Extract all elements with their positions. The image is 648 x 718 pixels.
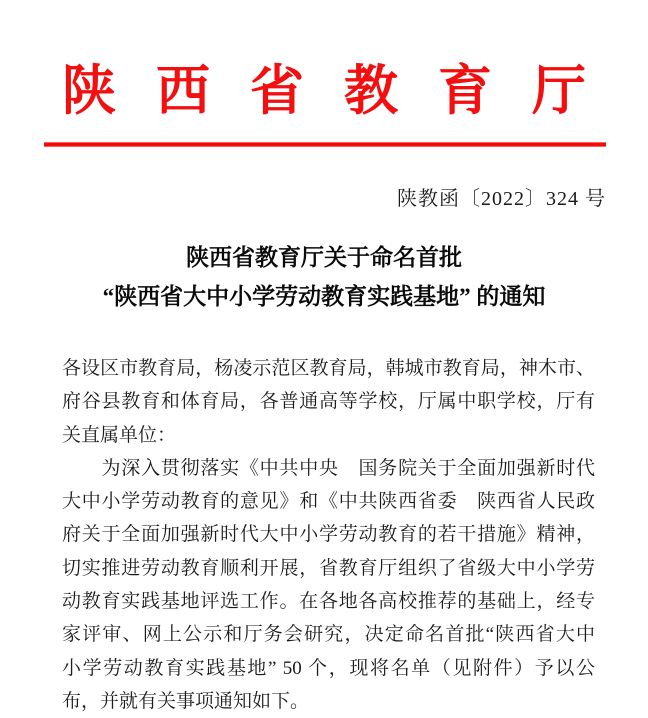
notice-title-line-1: 陕西省教育厅关于命名首批 — [186, 245, 462, 270]
body-line: 大中小学劳动教育的意见》和《中共陕西省委 陕西省人民政 — [62, 491, 595, 513]
letterhead-issuer-title: 陕西省教育厅 — [62, 61, 626, 121]
notice-body — [62, 352, 595, 718]
document-reference-number: 陕教函〔2022〕324 号 — [397, 188, 606, 210]
body-line: 布，并就有关事项通知如下。 — [62, 690, 310, 712]
main-paragraph — [62, 452, 595, 718]
body-line: 小学劳动教育实践基地” 50 个，现将名单（见附件）予以公 — [62, 657, 595, 679]
body-line: 关直属单位： — [62, 424, 177, 446]
recipients-paragraph — [62, 352, 595, 452]
body-line: 家评审、网上公示和厅务会研究，决定命名首批“陕西省大中 — [62, 624, 595, 646]
notice-title-line-2: “陕西省大中小学劳动教育实践基地” 的通知 — [102, 284, 546, 309]
body-line: 府谷县教育和体育局，各普通高等学校，厅属中职学校，厅有 — [62, 391, 595, 413]
body-line: 为深入贯彻落实《中共中央 国务院关于全面加强新时代 — [62, 457, 595, 479]
body-line: 动教育实践基地评选工作。在各地各高校推荐的基础上，经专 — [62, 591, 595, 613]
body-line: 府关于全面加强新时代大中小学劳动教育的若干措施》精神， — [62, 524, 595, 546]
body-line: 各设区市教育局，杨凌示范区教育局，韩城市教育局，神木市、 — [62, 358, 595, 379]
body-line: 切实推进劳动教育顺利开展，省教育厅组织了省级大中小学劳 — [62, 557, 595, 579]
notice-title — [0, 238, 648, 316]
letterhead-red-divider — [44, 142, 606, 147]
